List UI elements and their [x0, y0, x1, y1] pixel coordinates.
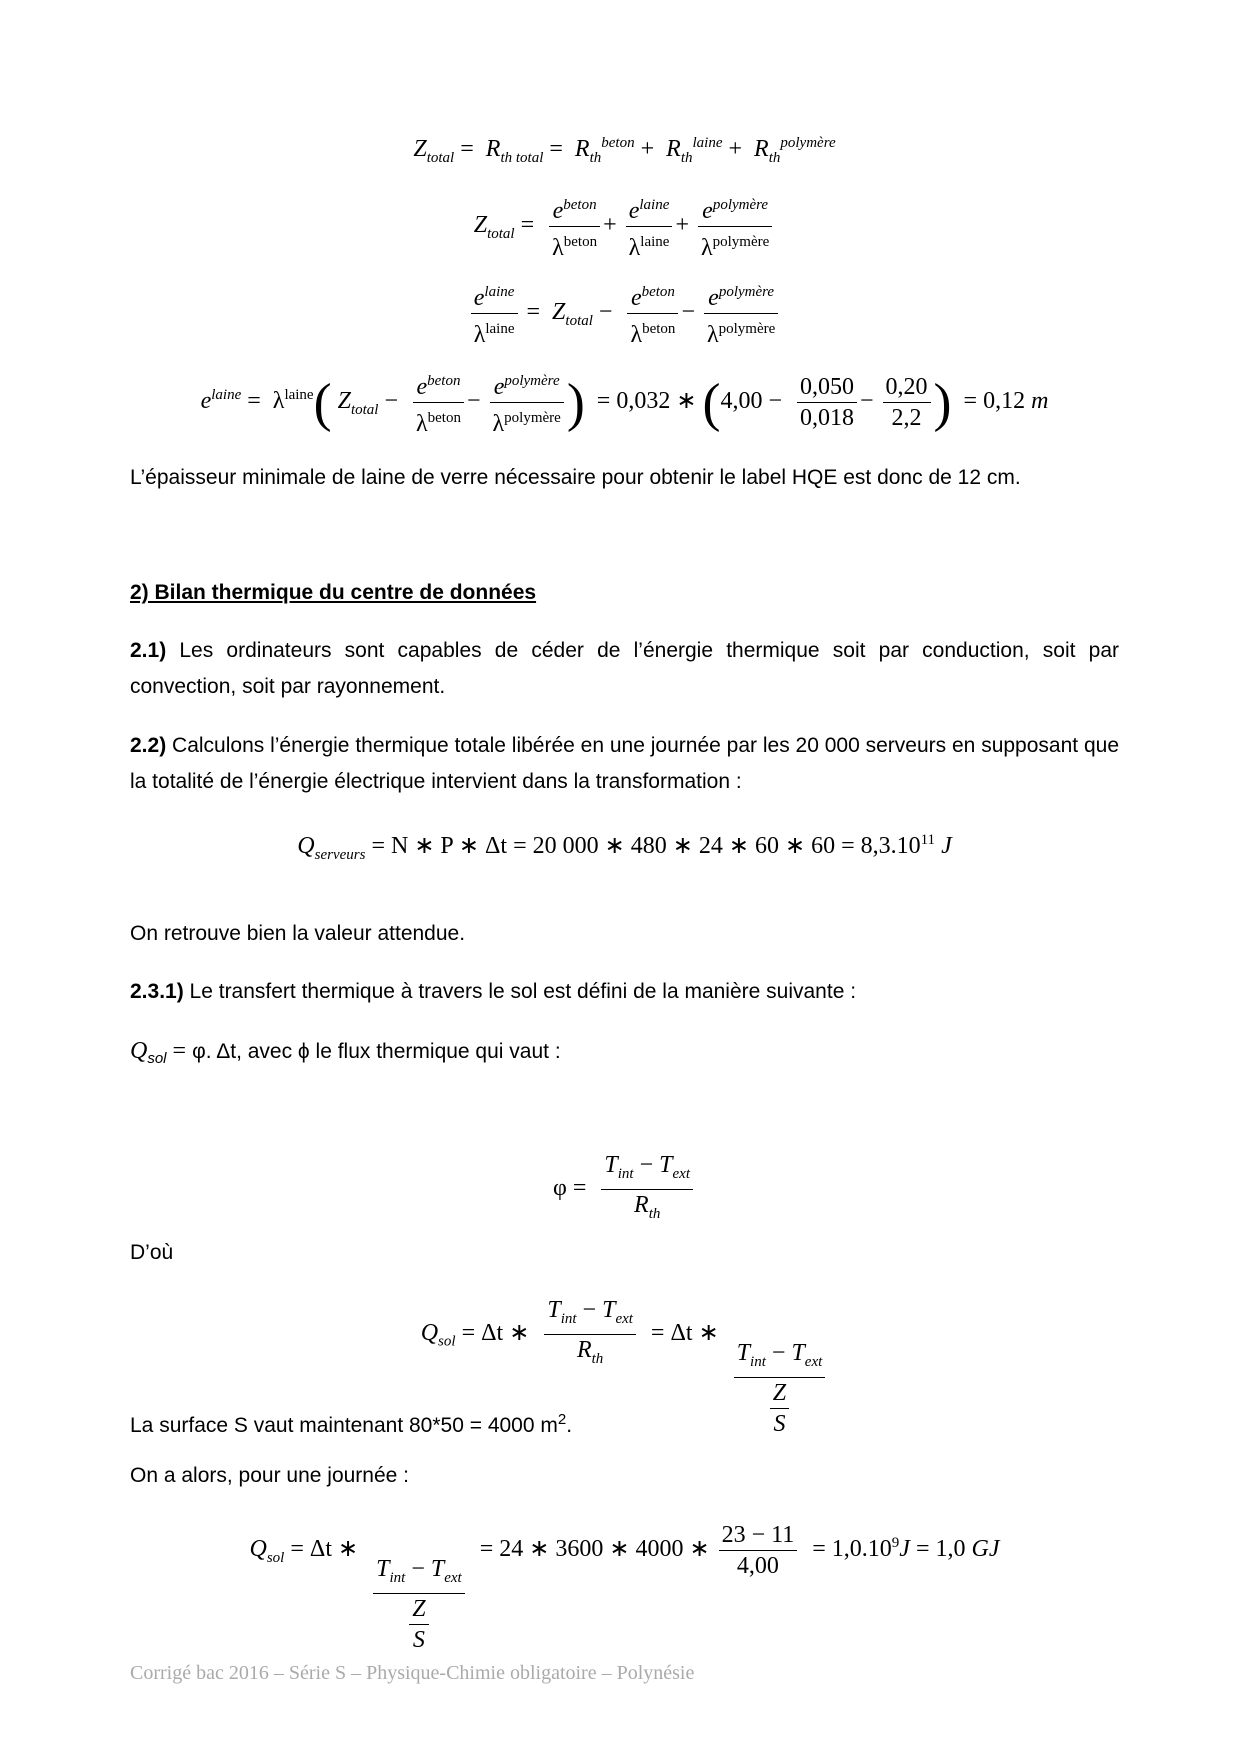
- equation-phi: φ = $\frac{T_{int} - T_{ext}}{R_{th}}$: [130, 1150, 1119, 1229]
- section-heading: 2) Bilan thermique du centre de données: [130, 581, 537, 604]
- equation-q-serveurs: $Q_{serveurs} = N$ ∗ P ∗ Δt = 20 000 ∗ 480 ∗ 24 ∗ 60 ∗ $60 = 8,3.10^{11}$ J: [297, 832, 952, 863]
- equation-laine-ratio: $\frac{e^{laine}}{\lambda^{laine}}$ = $Z_{total}$ − $\frac{e^{beton}}{\lambda^{beton}}$ − $\frac{e^{polymère}}{\lambda^{polymère}}$: [130, 277, 1119, 350]
- page-footer: Corrigé bac 2016 – Série S – Physique-Chimie obligatoire – Polynésie: [130, 1662, 695, 1684]
- equation-q-sol: $Q_{sol} = \Delta t$ ∗ $\frac{T_{int} - T_{ext}}{R_{th}}$ = Δt ∗ $\frac{T_{int} - T_{ext}}{\frac{Z}{S}}$: [130, 1295, 1119, 1439]
- paragraph-2-2: 2.2) Calculons l’énergie thermique totale libérée en une journée par les 20 000 serveurs en supposant que la totalité de l’énergie électrique intervient dans la transformation :: [130, 734, 1119, 793]
- paragraph-q-sol-definition: $Q_{sol} = \varphi$. Δt, avec ϕ le flux thermique qui vaut :: [130, 1038, 561, 1068]
- equation-z-total-sum: $Z_{total}$ = $\frac{e^{beton}}{\lambda^{beton}}$ + $\frac{e^{laine}}{\lambda^{laine}}$ + $\frac{e^{polymère}}{\lambda^{polymère}}$: [130, 190, 1119, 263]
- paragraph-2-3-1: 2.3.1) Le transfert thermique à travers le sol est défini de la manière suivante :: [130, 980, 857, 1003]
- paragraph-dou: D’où: [130, 1241, 174, 1264]
- equation-z-total-resistance: $Z_{total} = R_{th total} = R_{th}^{beton} + R_{th}^{laine} + R_{th}^{polymère}$: [413, 135, 836, 166]
- equation-q-sol-result: $Q_{sol} = \Delta t$ ∗ $\frac{T_{int} - T_{ext}}{\frac{Z}{S}}$ = 24 ∗ 3600 ∗ 4000 ∗ $\frac{23 - 11}{4,00}$ = $1,0.10^9J = 1,0$ GJ: [249, 1522, 1000, 1653]
- conclusion-paragraph: L’épaisseur minimale de laine de verre nécessaire pour obtenir le label HQE est donc de 12 cm.: [130, 466, 1021, 489]
- paragraph-alors: On a alors, pour une journée :: [130, 1464, 410, 1487]
- paragraph-2-1: 2.1) Les ordinateurs sont capables de céder de l’énergie thermique soit par conduction, soit par convection, soit par rayonnement.: [130, 639, 1119, 698]
- paragraph-surface: La surface S vaut maintenant 80*50 = 4000 $m^2$.: [130, 1411, 573, 1437]
- equation-e-laine-result: $e^{laine} = \lambda^{laine}$( $Z_{total}$ − $\frac{e^{beton}}{\lambda^{beton}}$ − $\frac{e^{polymère}}{\lambda^{polymère}}$ ) = 0,032 ∗ (4,00 − $\frac{0,050}{0,018}$ − $\frac{0,20}{2,2}$ ) = 0,12 m: [130, 366, 1119, 439]
- paragraph-retrouve: On retrouve bien la valeur attendue.: [130, 922, 466, 945]
